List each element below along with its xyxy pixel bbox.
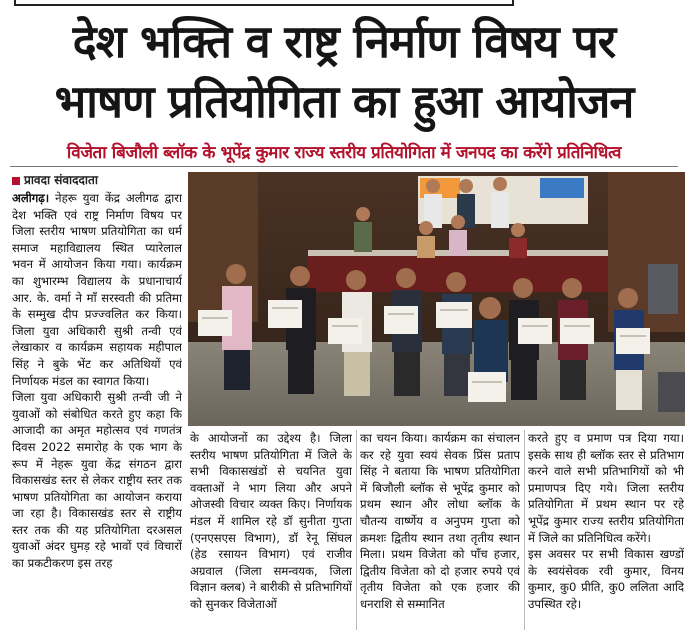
divider [10,166,678,167]
paragraph-text: नेहरू युवा केंद्र अलीगढ द्वारा देश भक्ति एवं राष्ट्र निर्माण विषय पर जिला स्तरीय भाषण प्रतियोगिता का धर्म समाज महाविद्यालय स्थित प्यारेलाल भवन में आयोजन किया गया। कार्यक्रम का शुभारम्भ विद्यालय के प्रधानाचार्य आर. के. वर्मा ने माँ सरस्वती की प्रतिमा के सम्मुख दीप प्रज्ज्वलित कर किया। जिला युवा अधिकारी सुश्री तन्वी एवं लेखाकार व कार्यक्रम सहायक महीपाल सिंह ने बुके भेंट कर अतिथियों एवं निर्णायक मंडल का स्वागत किया। [12,191,182,388]
subheadline: विजेता बिजौली ब्लॉक के भूपेंद्र कुमार राज्य स्तरीय प्रतियोगिता में जनपद का करेंगे प्रतिनिधित्व [66,143,622,163]
paragraph [12,190,182,389]
news-photo [188,172,685,426]
article-column-2 [190,430,352,630]
paragraph: का चयन किया। कार्यक्रम का संचालन कर रहे युवा स्वयं सेवक प्रिंस प्रताप सिंह ने बताया कि भाषण प्रतियोगिता में बिजौली ब्लॉक से भूपेंद्र कुमार को प्रथम स्थान और लोधा ब्लॉक के चौतन्य वार्ष्णेय व अनुपम गुप्ता को क्रमशः द्वितीय स्थान तथा तृतीय स्थान मिला। प्रथम विजेता को पाँच हजार, द्वितीय विजेता को दो हजार रुपये एवं तृतीय विजेता को एक हजार की धनराशि से सम्मानित [360,431,520,611]
byline [12,171,98,188]
article-column-3 [360,430,520,630]
column-divider [356,430,357,630]
headline-line-1: देश भक्ति व राष्ट्र निर्माण विषय पर [72,15,616,68]
top-rule [0,0,688,8]
article-column-4 [528,430,684,630]
paragraph: के आयोजनों का उद्देश्य है। जिला स्तरीय भाषण प्रतियोगिता में जिले के सभी विकासखंडों से चयनित युवा वक्ताओं ने भाग लिया और अपने ओजस्वी विचार व्यक्त किए। निर्णायक मंडल में शामिल रहे डॉ सुनीता गुप्ता (एनएसएस विभाग), डॉ रेनू सिंघल (हेड रसायन विभाग) एवं राजीव अग्रवाल (जिला समन्वयक, जिला विज्ञान क्लब) ने बारीकी से प्रतिभागियों को सुनकर विजेताओं [190,431,352,611]
column-divider [524,430,525,630]
paragraph: करते हुए व प्रमाण पत्र दिया गया। इसके साथ ही ब्लॉक स्तर से प्रतिभाग करने वाले सभी प्रतिभागियों को भी प्रमाणपत्र दिए गये। जिला स्तरीय प्रतियोगिता में प्रथम स्थान पर रहे भूपेंद्र कुमार राज्य स्तरीय प्रतियोगिता में जिले का प्रतिनिधित्व करेंगे। [528,431,684,545]
bullet-square-icon [12,177,20,185]
paragraph: जिला युवा अधिकारी सुश्री तन्वी जी ने युवाओं को संबोधित करते हुए कहा कि आजादी का अमृत महोत्सव एवं गणतंत्र दिवस 2022 समारोह के एक भाग के रूप में नेहरू युवा केंद्र संगठन द्वारा विकासखंड स्तर से लेकर राष्ट्रीय स्तर तक भाषण प्रतियोगिता का आयोजन कराया जा रहा है। विकासखंड स्तर से राष्ट्रीय स्तर तक की यह प्रतियोगिता दरअसल युवाओं अंदर घुमड़ रहे भावों एवं विचारों का प्रकटीकरण इस तरह [12,390,182,571]
byline-text: प्रावदा संवाददाता [24,173,98,187]
headline-line-2: भाषण प्रतियोगिता का हुआ आयोजन [54,75,634,128]
photo-illustration [188,172,685,426]
dateline: अलीगढ़। [12,191,50,205]
previous-article-frame [14,0,514,6]
article-column-1 [12,190,182,630]
paragraph: इस अवसर पर सभी विकास खण्डों के स्वयंसेवक रवी कुमार, विनय कुमार, कु0 प्रीति, कु0 ललिता आदि उपस्थित रहे। [528,547,684,611]
